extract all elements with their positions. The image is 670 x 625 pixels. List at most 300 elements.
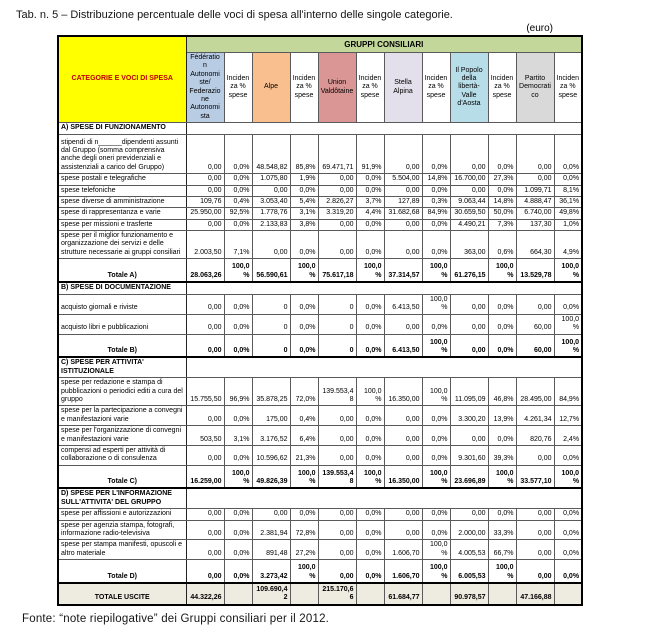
cell-pct: 0,0% [224, 295, 252, 315]
row-label: C) SPESE PER ATTIVITA' ISTITUZIONALE [58, 357, 186, 377]
cell-value: 1.075,80 [252, 174, 290, 185]
cell-value: 0 [252, 314, 290, 334]
cell-value: 15.755,50 [186, 378, 224, 406]
row-label: compensi ad esperti per attività di collaborazione o di consulenza [58, 445, 186, 465]
cell-pct [554, 583, 582, 605]
cell-pct: 0,0% [356, 560, 384, 583]
cell-value: 0,00 [384, 185, 422, 196]
cell-value: 56.590,61 [252, 259, 290, 282]
cell-value: 0,00 [186, 560, 224, 583]
cell-pct: 0,0% [554, 509, 582, 520]
cell-pct: 0,0% [422, 219, 450, 230]
cell-value: 0,00 [450, 135, 488, 174]
row-label: B) SPESE DI DOCUMENTAZIONE [58, 282, 186, 295]
cell-value: 0,00 [318, 426, 356, 446]
cell-value: 0,00 [318, 231, 356, 259]
cell-value: 16.350,00 [384, 378, 422, 406]
page-title: Tab. n. 5 – Distribuzione percentuale delle voci di spesa all'interno delle singole categorie. [16, 9, 453, 21]
cell-pct: 0,4% [290, 406, 318, 426]
cell-value: 44.322,26 [186, 583, 224, 605]
cell-pct: 0,0% [224, 406, 252, 426]
cell-value: 891,48 [252, 540, 290, 560]
cell-value: 0,00 [318, 174, 356, 185]
cell-pct: 0,0% [554, 135, 582, 174]
row-label: spese per il miglior funzionamento e organizzazione dei servizi e delle strutture necessarie ai gruppi consiliari [58, 231, 186, 259]
cell-value: 139.553,48 [318, 465, 356, 488]
cell-pct: 0,0% [224, 560, 252, 583]
incidenza-header: Incidenza % spese [422, 53, 450, 123]
cell-value: 503,50 [186, 426, 224, 446]
cell-pct: 0,0% [224, 334, 252, 357]
cell-pct: 100,0% [224, 465, 252, 488]
cell-value: 0,00 [516, 295, 554, 315]
cell-value: 0 [318, 334, 356, 357]
cell-value: 0,00 [318, 560, 356, 583]
cell-value: 11.095,09 [450, 378, 488, 406]
cell-pct: 0,0% [224, 509, 252, 520]
table-row [58, 445, 582, 465]
cell-pct: 0,0% [422, 406, 450, 426]
cell-pct: 36,1% [554, 196, 582, 207]
cell-value: 4.490,21 [450, 219, 488, 230]
cell-value: 0 [252, 334, 290, 357]
cell-value: 0,00 [384, 231, 422, 259]
cell-pct: 0,0% [422, 520, 450, 540]
cell-value: 1.606,70 [384, 560, 422, 583]
cell-value: 0 [318, 314, 356, 334]
cell-pct: 0,4% [224, 196, 252, 207]
cell-pct: 8,1% [554, 185, 582, 196]
cell-pct: 0,0% [290, 295, 318, 315]
row-label: spese diverse di amministrazione [58, 196, 186, 207]
cell-value: 215.170,66 [318, 583, 356, 605]
cell-pct: 50,0% [488, 208, 516, 219]
footer-source: Fonte: “note riepilogative” dei Gruppi consiliari per il 2012. [22, 612, 330, 625]
section-empty [186, 357, 582, 377]
cell-pct: 0,0% [224, 135, 252, 174]
cell-pct: 27,2% [290, 540, 318, 560]
cell-value: 0,00 [186, 509, 224, 520]
currency-note: (euro) [526, 23, 553, 34]
cell-value: 23.696,89 [450, 465, 488, 488]
group-header: GRUPPI CONSILIARI [186, 36, 582, 53]
row-label: A) SPESE DI FUNZIONAMENTO [58, 123, 186, 135]
table-row [58, 174, 582, 185]
cell-value: 6.413,50 [384, 295, 422, 315]
cell-value: 0,00 [450, 314, 488, 334]
cell-pct: 0,0% [356, 520, 384, 540]
cell-value: 28.063,26 [186, 259, 224, 282]
cell-value: 0,00 [318, 185, 356, 196]
cell-value: 0,00 [450, 185, 488, 196]
cell-value: 0,00 [318, 540, 356, 560]
cell-value: 2.003,50 [186, 231, 224, 259]
cell-value: 9.301,60 [450, 445, 488, 465]
table-row [58, 196, 582, 207]
cell-pct: 100,0% [488, 560, 516, 583]
cell-pct: 0,0% [422, 231, 450, 259]
cell-pct: 100,0% [488, 259, 516, 282]
cell-pct: 0,0% [224, 540, 252, 560]
cell-pct: 100,0% [356, 259, 384, 282]
table-row [58, 295, 582, 315]
cell-value: 47.166,88 [516, 583, 554, 605]
cell-pct: 6,4% [290, 426, 318, 446]
cell-pct: 3,7% [356, 196, 384, 207]
cell-pct: 0,0% [356, 334, 384, 357]
cell-pct: 0,0% [422, 185, 450, 196]
cell-value: 0,00 [516, 509, 554, 520]
row-label: spese di rappresentanza e varie [58, 208, 186, 219]
cell-pct: 0,0% [224, 185, 252, 196]
total-row [58, 334, 582, 357]
cell-value: 0 [252, 295, 290, 315]
cell-value: 90.978,57 [450, 583, 488, 605]
cell-pct: 100,0% [356, 378, 384, 406]
cell-value: 37.314,57 [384, 259, 422, 282]
cell-value: 6.005,53 [450, 560, 488, 583]
section-empty [186, 488, 582, 508]
cell-value: 3.273,42 [252, 560, 290, 583]
incidenza-header: Incidenza % spese [224, 53, 252, 123]
cell-value: 16.700,00 [450, 174, 488, 185]
cell-value: 69.471,71 [318, 135, 356, 174]
cell-value: 109,76 [186, 196, 224, 207]
cell-value: 0,00 [318, 406, 356, 426]
cell-pct: 33,3% [488, 520, 516, 540]
section-row [58, 488, 582, 508]
cell-value: 28.495,00 [516, 378, 554, 406]
cell-value: 820,76 [516, 426, 554, 446]
cell-pct: 0,0% [488, 295, 516, 315]
table-row [58, 540, 582, 560]
cell-pct: 0,0% [290, 509, 318, 520]
cell-pct: 100,0% [422, 334, 450, 357]
cell-value: 137,30 [516, 219, 554, 230]
table-head [58, 36, 582, 123]
cell-pct: 100,0% [422, 465, 450, 488]
cell-value: 4.261,34 [516, 406, 554, 426]
cell-value: 0,00 [516, 445, 554, 465]
cell-value: 0,00 [384, 219, 422, 230]
party-header: Il Popolo della libertà- Valle d'Aosta [450, 53, 488, 123]
cell-pct: 14,8% [488, 196, 516, 207]
cell-pct [422, 583, 450, 605]
cell-pct: 0,0% [356, 174, 384, 185]
cell-pct: 0,0% [554, 174, 582, 185]
cell-value: 16.259,00 [186, 465, 224, 488]
cell-value: 664,30 [516, 231, 554, 259]
cell-value: 3.053,40 [252, 196, 290, 207]
cell-pct: 0,0% [290, 314, 318, 334]
cell-value: 127,89 [384, 196, 422, 207]
cell-value: 13.529,78 [516, 259, 554, 282]
cell-value: 25.950,00 [186, 208, 224, 219]
table-body [58, 123, 582, 605]
cell-value: 48.548,82 [252, 135, 290, 174]
cell-value: 49.826,39 [252, 465, 290, 488]
cell-pct: 0,0% [356, 426, 384, 446]
cell-pct: 2,4% [554, 426, 582, 446]
cell-pct: 0,0% [488, 426, 516, 446]
cell-value: 0,00 [318, 520, 356, 540]
row-label: TOTALE USCITE [58, 583, 186, 605]
cell-value: 0,00 [516, 520, 554, 540]
cell-pct: 0,0% [224, 219, 252, 230]
cell-pct: 27,3% [488, 174, 516, 185]
incidenza-header: Incidenza % spese [554, 53, 582, 123]
cell-value: 0,00 [186, 174, 224, 185]
cell-value: 1.099,71 [516, 185, 554, 196]
cell-value: 0,00 [384, 135, 422, 174]
cell-pct: 46,8% [488, 378, 516, 406]
cell-pct: 12,7% [554, 406, 582, 426]
cell-value: 9.063,44 [450, 196, 488, 207]
cell-pct: 7,1% [224, 231, 252, 259]
cell-value: 0,00 [516, 540, 554, 560]
cell-value: 0,00 [450, 426, 488, 446]
cell-pct: 0,0% [422, 135, 450, 174]
cell-pct: 100,0% [488, 465, 516, 488]
cell-value: 0,00 [516, 560, 554, 583]
cell-value: 5.504,00 [384, 174, 422, 185]
cell-value: 61.276,15 [450, 259, 488, 282]
party-header: Stella Alpina [384, 53, 422, 123]
row-label: Totale B) [58, 334, 186, 357]
cell-pct: 0,0% [488, 314, 516, 334]
row-label: acquisto giornali e riviste [58, 295, 186, 315]
cell-value: 30.659,50 [450, 208, 488, 219]
cell-value: 0,00 [186, 406, 224, 426]
cell-pct: 100,0% [356, 465, 384, 488]
cell-pct: 85,8% [290, 135, 318, 174]
cell-value: 0,00 [384, 445, 422, 465]
cell-value: 0,00 [186, 295, 224, 315]
cell-value: 0,00 [186, 314, 224, 334]
row-label: acquisto libri e pubblicazioni [58, 314, 186, 334]
cell-value: 0,00 [516, 135, 554, 174]
table-row [58, 426, 582, 446]
cell-pct: 0,0% [488, 185, 516, 196]
cell-value: 4.888,47 [516, 196, 554, 207]
cell-value: 0,00 [186, 540, 224, 560]
cell-value: 0 [318, 295, 356, 315]
cell-pct: 4,9% [554, 231, 582, 259]
cell-value: 6.413,50 [384, 334, 422, 357]
cell-pct: 92,5% [224, 208, 252, 219]
cell-value: 60,00 [516, 334, 554, 357]
table-row [58, 509, 582, 520]
cell-pct: 84,9% [554, 378, 582, 406]
cell-pct: 3,1% [290, 208, 318, 219]
cell-value: 3.176,52 [252, 426, 290, 446]
section-row [58, 123, 582, 135]
cell-pct: 100,0% [554, 314, 582, 334]
cell-value: 0,00 [318, 445, 356, 465]
cell-value: 3.319,20 [318, 208, 356, 219]
cell-pct: 0,0% [422, 509, 450, 520]
cell-value: 60,00 [516, 314, 554, 334]
total-row [58, 259, 582, 282]
cell-value: 0,00 [384, 406, 422, 426]
table-row [58, 520, 582, 540]
cell-pct: 3,8% [290, 219, 318, 230]
cell-value: 31.682,68 [384, 208, 422, 219]
cell-pct: 0,0% [356, 540, 384, 560]
cell-value: 0,00 [252, 185, 290, 196]
cell-pct: 0,0% [554, 445, 582, 465]
cell-pct: 100,0% [422, 540, 450, 560]
cell-pct: 0,0% [488, 135, 516, 174]
section-row [58, 282, 582, 295]
cell-pct: 0,0% [356, 219, 384, 230]
cell-pct: 0,0% [290, 231, 318, 259]
cell-pct: 100,0% [422, 378, 450, 406]
cell-value: 0,00 [252, 509, 290, 520]
cell-value: 0,00 [186, 135, 224, 174]
cell-pct: 0,0% [224, 520, 252, 540]
cell-pct: 0,0% [356, 406, 384, 426]
cell-pct: 100,0% [290, 259, 318, 282]
cell-pct: 1,0% [554, 219, 582, 230]
cell-pct: 96,9% [224, 378, 252, 406]
cell-value: 0,00 [384, 426, 422, 446]
cell-pct: 5,4% [290, 196, 318, 207]
cell-pct: 0,0% [224, 445, 252, 465]
cell-value: 109.690,42 [252, 583, 290, 605]
grand-row [58, 583, 582, 605]
cell-pct: 100,0% [554, 334, 582, 357]
cell-pct: 100,0% [422, 259, 450, 282]
table-row [58, 231, 582, 259]
cell-pct [488, 583, 516, 605]
cell-pct: 100,0% [422, 560, 450, 583]
cell-pct: 0,0% [422, 426, 450, 446]
cell-pct: 4,4% [356, 208, 384, 219]
cell-pct [290, 583, 318, 605]
cell-value: 0,00 [186, 520, 224, 540]
cell-value: 0,00 [450, 334, 488, 357]
cell-pct: 0,0% [356, 445, 384, 465]
table-row [58, 406, 582, 426]
cell-pct: 0,0% [356, 185, 384, 196]
row-label: D) SPESE PER L'INFORMAZIONE SULL'ATTIVITA' DEL GRUPPO [58, 488, 186, 508]
cell-value: 1.606,70 [384, 540, 422, 560]
cell-pct: 0,0% [290, 334, 318, 357]
section-empty [186, 282, 582, 295]
cell-value: 363,00 [450, 231, 488, 259]
table-row [58, 135, 582, 174]
party-header: Union Valdôtaine [318, 53, 356, 123]
incidenza-header: Incidenza % spese [290, 53, 318, 123]
row-label: Totale A) [58, 259, 186, 282]
incidenza-header: Incidenza % spese [488, 53, 516, 123]
cell-value: 139.553,48 [318, 378, 356, 406]
row-label: spese per agenzia stampa, fotografi, informazione radio-televisiva [58, 520, 186, 540]
cell-pct: 100,0% [554, 465, 582, 488]
cell-pct: 0,6% [488, 231, 516, 259]
cell-value: 10.596,62 [252, 445, 290, 465]
row-label: spese telefoniche [58, 185, 186, 196]
row-label: spese per affissioni e autorizzazioni [58, 509, 186, 520]
table-row [58, 378, 582, 406]
cell-pct: 0,0% [422, 314, 450, 334]
party-header: Partito Democratico [516, 53, 554, 123]
cell-value: 0,00 [186, 219, 224, 230]
row-label: spese per redazione e stampa di pubblicazioni o periodici editi a cura del gruppo [58, 378, 186, 406]
table-region [57, 35, 670, 606]
cell-value: 0,00 [186, 334, 224, 357]
party-header: Fédération Autonomiste/ Federazione Autonomista [186, 53, 224, 123]
cell-value: 2.000,00 [450, 520, 488, 540]
cell-pct: 100,0% [290, 465, 318, 488]
table-row [58, 219, 582, 230]
cell-pct: 0,0% [554, 560, 582, 583]
cell-pct: 84,9% [422, 208, 450, 219]
cell-pct: 100,0% [422, 295, 450, 315]
cell-pct: 0,0% [356, 509, 384, 520]
section-empty [186, 123, 582, 135]
party-header: Alpe [252, 53, 290, 123]
cell-value: 1.778,76 [252, 208, 290, 219]
cell-value: 35.878,25 [252, 378, 290, 406]
cell-pct: 100,0% [290, 560, 318, 583]
corner-header: CATEGORIE E VOCI DI SPESA [58, 36, 186, 123]
cell-pct: 72,8% [290, 520, 318, 540]
cell-pct: 100,0% [224, 259, 252, 282]
cell-value: 75.617,18 [318, 259, 356, 282]
table-row [58, 314, 582, 334]
cell-pct: 49,8% [554, 208, 582, 219]
table-row [58, 185, 582, 196]
row-label: spese per la partecipazione a convegni e manifestazioni varie [58, 406, 186, 426]
total-row [58, 560, 582, 583]
cell-pct: 3,1% [224, 426, 252, 446]
cell-value: 2.133,83 [252, 219, 290, 230]
cell-pct: 100,0% [554, 259, 582, 282]
cell-pct: 0,3% [422, 196, 450, 207]
cell-value: 0,00 [384, 520, 422, 540]
cell-pct: 0,0% [224, 314, 252, 334]
row-label: spese per missioni e trasferte [58, 219, 186, 230]
cell-value: 0,00 [384, 314, 422, 334]
cell-pct: 0,0% [356, 314, 384, 334]
cell-value: 0,00 [450, 509, 488, 520]
cell-pct: 1,9% [290, 174, 318, 185]
cell-pct: 21,3% [290, 445, 318, 465]
incidenza-header: Incidenza % spese [356, 53, 384, 123]
row-label: spese per stampa manifesti, opuscoli e altro materiale [58, 540, 186, 560]
cell-value: 0,00 [186, 445, 224, 465]
expense-table [57, 35, 583, 606]
cell-pct: 0,0% [224, 174, 252, 185]
cell-pct: 39,3% [488, 445, 516, 465]
cell-pct: 72,0% [290, 378, 318, 406]
cell-pct: 0,0% [290, 185, 318, 196]
cell-value: 0,00 [252, 231, 290, 259]
row-label: Totale D) [58, 560, 186, 583]
cell-value: 0,00 [516, 174, 554, 185]
cell-value: 2.381,94 [252, 520, 290, 540]
table-row [58, 208, 582, 219]
section-row [58, 357, 582, 377]
cell-value: 16.350,00 [384, 465, 422, 488]
cell-pct: 0,0% [554, 520, 582, 540]
cell-pct: 66,7% [488, 540, 516, 560]
cell-pct: 13,9% [488, 406, 516, 426]
cell-pct: 0,0% [356, 295, 384, 315]
cell-value: 0,00 [318, 509, 356, 520]
